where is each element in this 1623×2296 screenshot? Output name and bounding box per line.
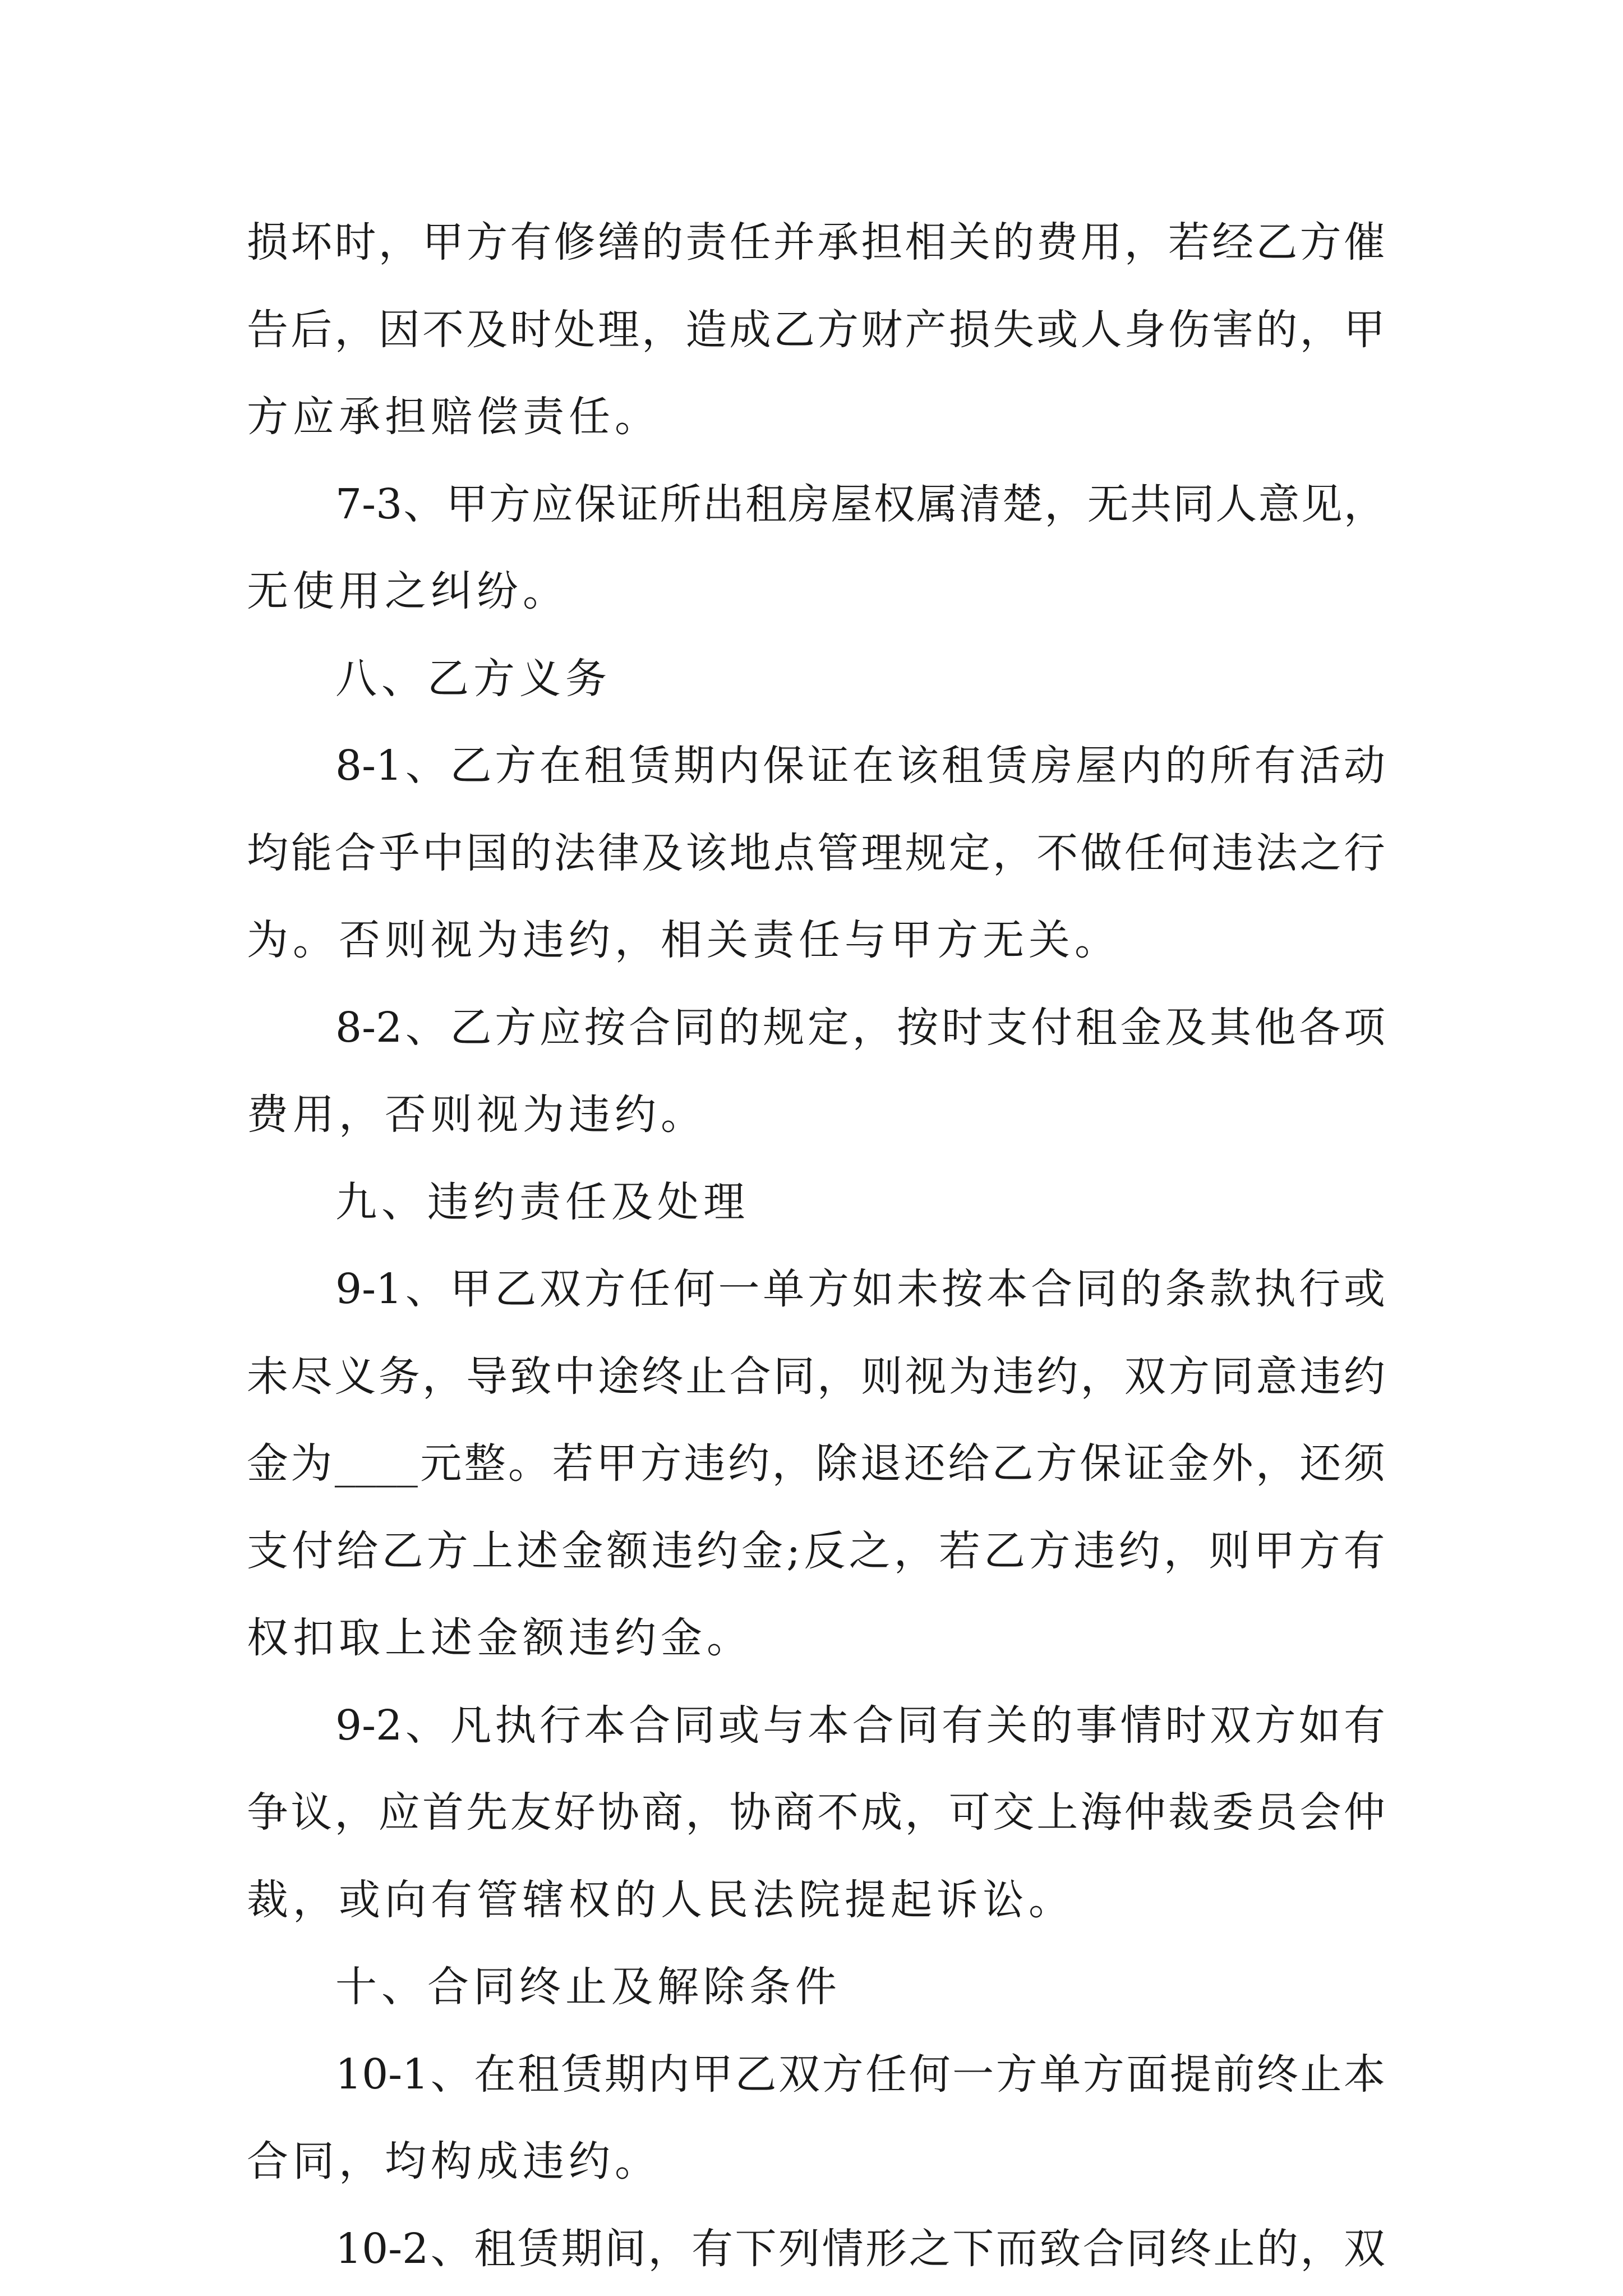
document-page	[247, 199, 1385, 2293]
text-line: 十、合同终止及解除条件	[335, 1963, 841, 2011]
text-line: 7-3 、 甲 方 应 保 证 所 出 租 房 屋 权 属 清 楚 ， 无 共 同 人 意 见 ，	[335, 480, 1385, 528]
text-line: 损 坏 时 ， 甲 方 有 修 缮 的 责 任 并 承 担 相 关 的 费 用 ， 若 经 乙 方 催	[247, 218, 1385, 266]
text-line: 费用，否则视为违约。	[247, 1091, 707, 1139]
text-line: 8-2 、 乙 方 应 按 合 同 的 规 定 ， 按 时 支 付 租 金 及 其 他 各 项	[335, 1003, 1385, 1052]
text-line: 为。否则视为违约，相关责任与甲方无关。	[247, 916, 1121, 964]
text-line: 8-1 、 乙 方 在 租 赁 期 内 保 证 在 该 租 赁 房 屋 内 的 所 有 活 动	[335, 742, 1385, 790]
text-line: 未 尽 义 务 ， 导 致 中 途 终 止 合 同 ， 则 视 为 违 约 ， 双 方 同 意 违 约	[247, 1352, 1385, 1401]
document-body	[247, 199, 1385, 2293]
text-line: 无使用之纠纷。	[247, 567, 569, 615]
text-line: 八、乙方义务	[335, 654, 611, 703]
text-line: 9-1 、 甲 乙 双 方 任 何 一 单 方 如 未 按 本 合 同 的 条 款 执 行 或	[335, 1265, 1385, 1313]
text-line: 争 议 ， 应 首 先 友 好 协 商 ， 协 商 不 成 ， 可 交 上 海 仲 裁 委 员 会 仲	[247, 1788, 1385, 1837]
text-line: 告 后 ， 因 不 及 时 处 理 ， 造 成 乙 方 财 产 损 失 或 人 身 伤 害 的 ， 甲	[247, 305, 1385, 354]
text-line: 权扣取上述金额违约金。	[247, 1614, 753, 1662]
text-line: 10-2 、 租 赁 期 间 ， 有 下 列 情 形 之 下 而 致 合 同 终 止 的 ， 双	[335, 2224, 1385, 2273]
text-line: 支 付 给 乙 方 上 述 金 额 违 约 金 ; 反 之 ， 若 乙 方 违 约 ， 则 甲 方 有	[247, 1526, 1385, 1575]
text-line: 金 为 ____ 元 整 。 若 甲 方 违 约 ， 除 退 还 给 乙 方 保 证 金 外 ， 还 须	[247, 1439, 1385, 1488]
text-line: 10-1 、 在 租 赁 期 内 甲 乙 双 方 任 何 一 方 单 方 面 提 前 终 止 本	[335, 2050, 1385, 2099]
text-line: 均 能 合 乎 中 国 的 法 律 及 该 地 点 管 理 规 定 ， 不 做 任 何 违 法 之 行	[247, 829, 1385, 877]
text-line: 裁，或向有管辖权的人民法院提起诉讼。	[247, 1875, 1075, 1924]
text-line: 9-2 、 凡 执 行 本 合 同 或 与 本 合 同 有 关 的 事 情 时 双 方 如 有	[335, 1701, 1385, 1750]
text-line: 方应承担赔偿责任。	[247, 393, 661, 441]
text-line: 九、违约责任及处理	[335, 1177, 749, 1226]
text-line: 合同，均构成违约。	[247, 2137, 661, 2185]
